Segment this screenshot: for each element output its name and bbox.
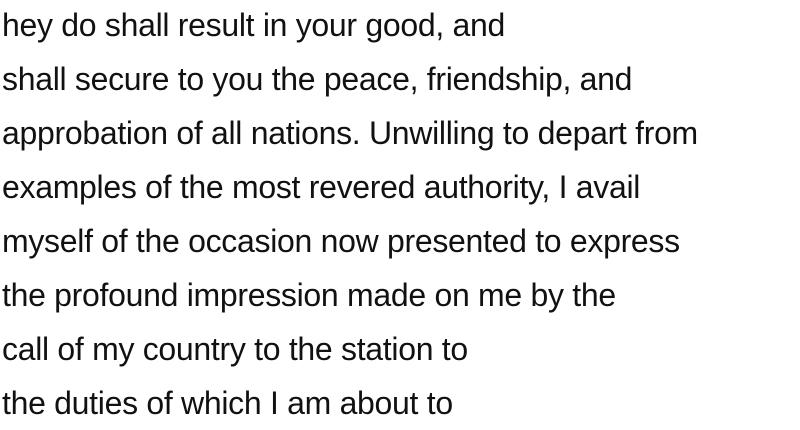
- text-line-3: approbation of all nations. Unwilling to depart from: [2, 115, 698, 151]
- text-line-7: call of my country to the station to: [2, 331, 468, 367]
- text-line-5: myself of the occasion now presented to express: [2, 223, 680, 259]
- text-line-8: the duties of which I am about to: [2, 385, 453, 421]
- document-text-block: [2, 0, 800, 421]
- text-line-2: shall secure to you the peace, friendship, and: [2, 61, 633, 97]
- text-line-6: the profound impression made on me by the: [2, 277, 616, 313]
- text-line-4: examples of the most revered authority, I avail: [2, 169, 641, 205]
- text-line-1: hey do shall result in your good, and: [2, 7, 506, 43]
